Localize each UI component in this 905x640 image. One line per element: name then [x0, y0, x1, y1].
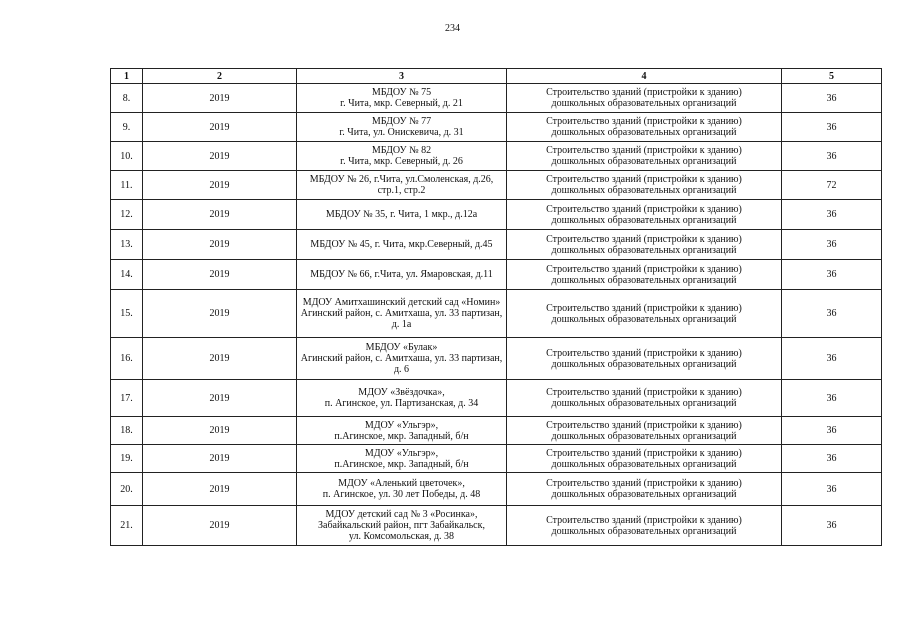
value-cell-text: 36 [826, 209, 837, 220]
table-row [111, 260, 882, 290]
work-type-cell-text: Строительство зданий (пристройки к зданию) дошкольных образовательных организаций [546, 116, 742, 138]
work-type-cell [507, 230, 782, 260]
value-cell [782, 200, 882, 230]
object-cell [297, 417, 507, 445]
value-cell [782, 171, 882, 200]
row-number-cell-text: 20. [120, 483, 133, 495]
work-type-cell [507, 417, 782, 445]
work-type-cell [507, 473, 782, 506]
table-row [111, 473, 882, 506]
row-number-cell-text: 16. [120, 353, 133, 364]
work-type-cell-text: Строительство зданий (пристройки к зданию) дошкольных образовательных организаций [546, 233, 742, 256]
object-cell [297, 200, 507, 230]
value-cell-text: 36 [826, 392, 837, 404]
work-type-cell-text: Строительство зданий (пристройки к зданию) дошкольных образовательных организаций [546, 514, 742, 537]
year-cell [143, 417, 297, 445]
row-number-cell-text: 15. [120, 308, 133, 319]
value-cell-text: 36 [826, 308, 837, 319]
object-cell [297, 142, 507, 171]
object-cell-text: МБДОУ № 82 г. Чита, мкр. Северный, д. 26 [340, 145, 463, 167]
object-cell-text: МБДОУ № 45, г. Чита, мкр.Северный, д.45 [310, 239, 493, 250]
object-cell-text: МБДОУ № 66, г.Чита, ул. Ямаровская, д.11 [310, 269, 493, 280]
table-row [111, 171, 882, 200]
object-cell [297, 445, 507, 473]
data-table [110, 68, 882, 546]
row-number-cell-text: 10. [120, 150, 133, 162]
value-cell [782, 380, 882, 417]
row-number-cell [111, 417, 143, 445]
value-cell [782, 473, 882, 506]
year-cell-text: 2019 [209, 453, 230, 464]
work-type-cell-text: Строительство зданий (пристройки к зданию) дошкольных образовательных организаций [546, 145, 742, 167]
year-cell-text: 2019 [209, 353, 230, 364]
year-cell-text: 2019 [209, 483, 230, 495]
table-body [111, 84, 882, 546]
year-cell [143, 230, 297, 260]
year-cell-text: 2019 [209, 520, 230, 531]
value-cell [782, 142, 882, 171]
value-cell-text: 36 [826, 92, 837, 104]
header-cell-2: 2 [143, 69, 297, 84]
year-cell [143, 84, 297, 113]
work-type-cell [507, 506, 782, 546]
row-number-cell [111, 338, 143, 380]
table-row [111, 380, 882, 417]
row-number-cell [111, 142, 143, 171]
year-cell [143, 200, 297, 230]
table-row [111, 113, 882, 142]
work-type-cell-text: Строительство зданий (пристройки к зданию) дошкольных образовательных организаций [546, 302, 742, 325]
year-cell [143, 445, 297, 473]
object-cell [297, 290, 507, 338]
value-cell [782, 290, 882, 338]
value-cell-text: 36 [826, 121, 837, 133]
work-type-cell [507, 142, 782, 171]
object-cell [297, 230, 507, 260]
value-cell [782, 417, 882, 445]
row-number-cell [111, 445, 143, 473]
row-number-cell-text: 12. [120, 209, 133, 220]
row-number-cell [111, 506, 143, 546]
year-cell [143, 171, 297, 200]
work-type-cell [507, 445, 782, 473]
object-cell-text: МБДОУ № 75 г. Чита, мкр. Северный, д. 21 [340, 87, 463, 109]
work-type-cell [507, 338, 782, 380]
year-cell [143, 506, 297, 546]
row-number-cell [111, 473, 143, 506]
header-cell-1: 1 [111, 69, 143, 84]
value-cell [782, 113, 882, 142]
value-cell-text: 36 [826, 239, 837, 250]
object-cell-text: МБДОУ «Булак» Агинский район, с. Амитхаша, ул. 33 партизан, д. 6 [300, 342, 503, 375]
value-cell-text: 72 [826, 179, 837, 191]
object-cell [297, 260, 507, 290]
row-number-cell [111, 260, 143, 290]
table-row [111, 230, 882, 260]
work-type-cell [507, 290, 782, 338]
object-cell-text: МБДОУ № 26, г.Чита, ул.Смоленская, д.26, стр.1, стр.2 [309, 174, 494, 196]
work-type-cell [507, 380, 782, 417]
object-cell [297, 473, 507, 506]
row-number-cell-text: 9. [122, 121, 131, 133]
table-row [111, 417, 882, 445]
table-row [111, 200, 882, 230]
row-number-cell-text: 18. [120, 425, 133, 436]
value-cell-text: 36 [826, 453, 837, 464]
row-number-cell [111, 200, 143, 230]
table-row [111, 338, 882, 380]
row-number-cell [111, 84, 143, 113]
year-cell [143, 260, 297, 290]
row-number-cell-text: 13. [120, 239, 133, 250]
value-cell [782, 338, 882, 380]
value-cell [782, 230, 882, 260]
table-row [111, 506, 882, 546]
year-cell-text: 2019 [209, 150, 230, 162]
year-cell-text: 2019 [209, 269, 230, 280]
work-type-cell [507, 260, 782, 290]
object-cell-text: МДОУ «Ульгэр», п.Агинское, мкр. Западный, б/н [334, 447, 469, 470]
work-type-cell-text: Строительство зданий (пристройки к зданию) дошкольных образовательных организаций [546, 174, 742, 196]
value-cell [782, 506, 882, 546]
object-cell [297, 506, 507, 546]
year-cell-text: 2019 [209, 209, 230, 220]
value-cell [782, 84, 882, 113]
header-cell-4: 4 [507, 69, 782, 84]
year-cell [143, 290, 297, 338]
table-row [111, 290, 882, 338]
year-cell-text: 2019 [209, 392, 230, 404]
row-number-cell [111, 171, 143, 200]
page-number: 234 [445, 23, 460, 34]
value-cell [782, 445, 882, 473]
row-number-cell [111, 113, 143, 142]
header-row [111, 69, 882, 84]
work-type-cell [507, 84, 782, 113]
object-cell-text: МДОУ детский сад № 3 «Росинка», Забайкальский район, пгт Забайкальск, ул. Комсомольская, д. 38 [318, 509, 485, 542]
object-cell [297, 338, 507, 380]
header-cell-5: 5 [782, 69, 882, 84]
work-type-cell [507, 200, 782, 230]
row-number-cell-text: 21. [120, 520, 133, 531]
value-cell-text: 36 [826, 425, 837, 436]
object-cell [297, 171, 507, 200]
header-cell-3: 3 [297, 69, 507, 84]
object-cell [297, 113, 507, 142]
table-row [111, 445, 882, 473]
row-number-cell [111, 230, 143, 260]
row-number-cell [111, 290, 143, 338]
object-cell-text: МБДОУ № 77 г. Чита, ул. Онискевича, д. 31 [339, 116, 464, 138]
row-number-cell-text: 8. [122, 92, 131, 104]
value-cell-text: 36 [826, 483, 837, 495]
value-cell [782, 260, 882, 290]
work-type-cell-text: Строительство зданий (пристройки к зданию) дошкольных образовательных организаций [546, 419, 742, 442]
year-cell [143, 380, 297, 417]
work-type-cell-text: Строительство зданий (пристройки к зданию) дошкольных образовательных организаций [546, 87, 742, 109]
work-type-cell-text: Строительство зданий (пристройки к зданию) дошкольных образовательных организаций [546, 387, 742, 409]
year-cell-text: 2019 [209, 308, 230, 319]
row-number-cell-text: 19. [120, 453, 133, 464]
year-cell-text: 2019 [209, 239, 230, 250]
work-type-cell [507, 113, 782, 142]
table-row [111, 84, 882, 113]
year-cell-text: 2019 [209, 92, 230, 104]
object-cell-text: МДОУ «Ульгэр», п.Агинское, мкр. Западный, б/н [334, 419, 469, 442]
year-cell-text: 2019 [209, 121, 230, 133]
year-cell-text: 2019 [209, 425, 230, 436]
value-cell-text: 36 [826, 520, 837, 531]
year-cell-text: 2019 [209, 179, 230, 191]
value-cell-text: 36 [826, 269, 837, 280]
value-cell-text: 36 [826, 353, 837, 364]
row-number-cell-text: 17. [120, 392, 133, 404]
year-cell [143, 142, 297, 171]
value-cell-text: 36 [826, 150, 837, 162]
year-cell [143, 338, 297, 380]
object-cell-text: МДОУ «Аленький цветочек», п. Агинское, ул. 30 лет Победы, д. 48 [322, 478, 481, 500]
year-cell [143, 113, 297, 142]
object-cell-text: МДОУ Амитхашинский детский сад «Номин» Агинский район, с. Амитхаша, ул. 33 партизан, д. 1а [300, 297, 503, 330]
row-number-cell [111, 380, 143, 417]
object-cell [297, 84, 507, 113]
year-cell [143, 473, 297, 506]
table-row [111, 142, 882, 171]
object-cell-text: МДОУ «Звёздочка», п. Агинское, ул. Партизанская, д. 34 [324, 387, 479, 409]
object-cell [297, 380, 507, 417]
work-type-cell-text: Строительство зданий (пристройки к зданию) дошкольных образовательных организаций [546, 478, 742, 500]
row-number-cell-text: 14. [120, 269, 133, 280]
work-type-cell-text: Строительство зданий (пристройки к зданию) дошкольных образовательных организаций [546, 263, 742, 286]
work-type-cell-text: Строительство зданий (пристройки к зданию) дошкольных образовательных организаций [546, 447, 742, 470]
object-cell-text: МБДОУ № 35, г. Чита, 1 мкр., д.12а [325, 209, 478, 220]
work-type-cell-text: Строительство зданий (пристройки к зданию) дошкольных образовательных организаций [546, 203, 742, 226]
work-type-cell-text: Строительство зданий (пристройки к зданию) дошкольных образовательных организаций [546, 347, 742, 370]
work-type-cell [507, 171, 782, 200]
row-number-cell-text: 11. [120, 179, 133, 191]
